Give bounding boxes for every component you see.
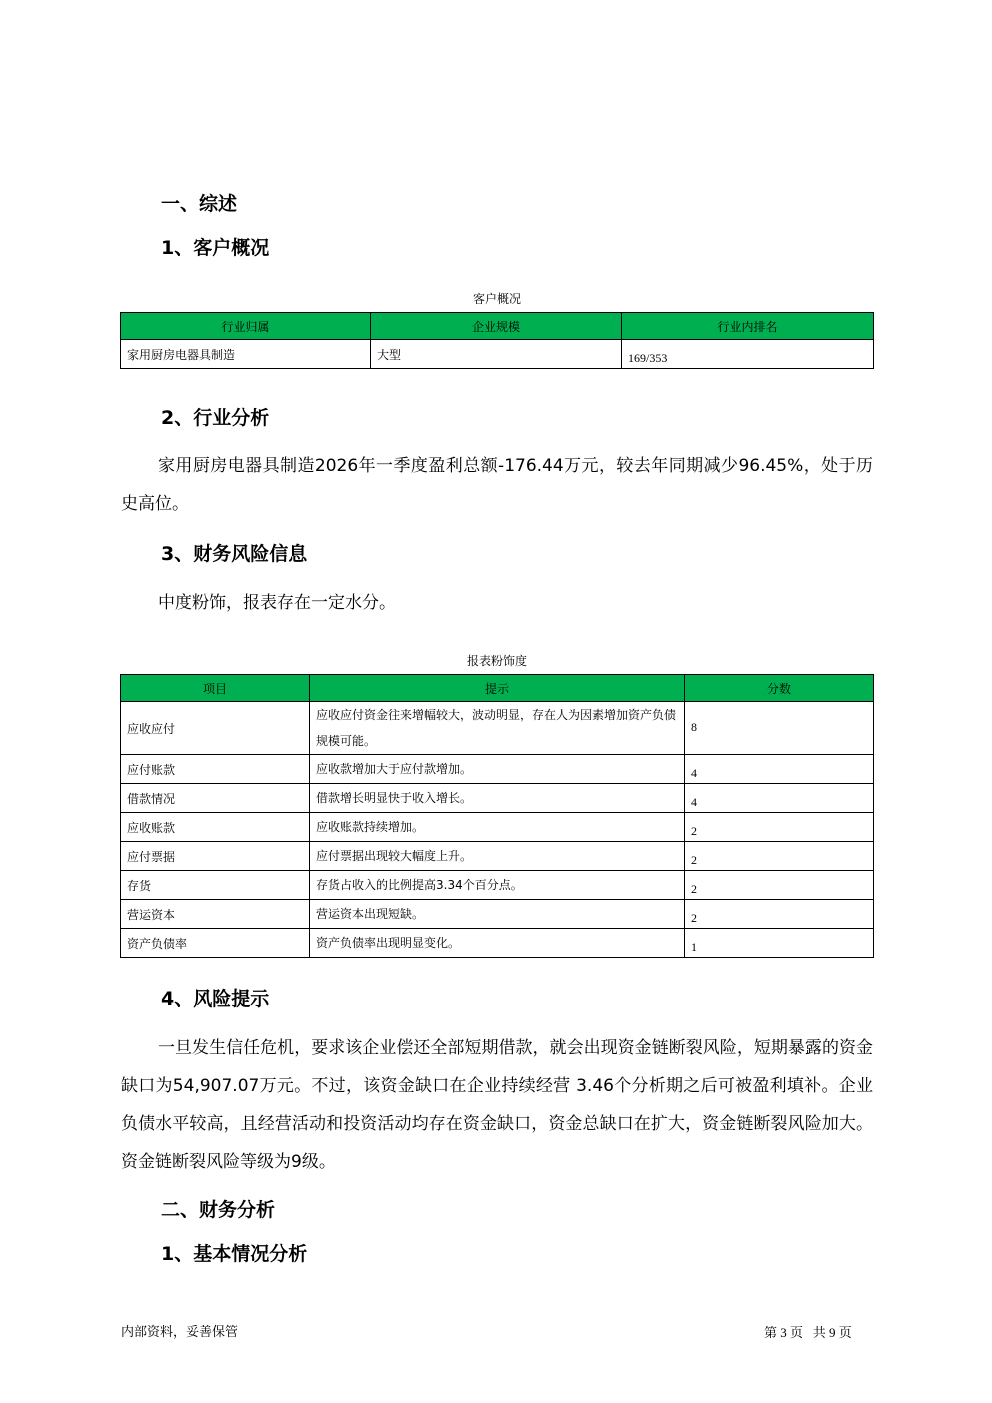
cell-tip: 应收应付资金往来增幅较大，波动明显，存在人为因素增加资产负债规模可能。 (310, 702, 685, 755)
cell-item: 营运资本 (121, 900, 310, 929)
cell-tip: 资产负债率出现明显变化。 (310, 929, 685, 958)
cell-score: 2 (685, 900, 874, 929)
header-score: 分数 (685, 675, 874, 702)
industry-analysis-heading: 2、行业分析 (161, 407, 270, 429)
cell-score: 2 (685, 813, 874, 842)
cell-tip: 借款增长明显快于收入增长。 (310, 784, 685, 813)
cell-item: 资产负债率 (121, 929, 310, 958)
cell-item: 存货 (121, 871, 310, 900)
cell-scale: 大型 (371, 340, 622, 369)
cell-item: 应付票据 (121, 842, 310, 871)
table-row (121, 871, 874, 900)
table-row (121, 702, 874, 755)
financial-risk-heading: 3、财务风险信息 (161, 543, 308, 565)
risk-warning-text: 一旦发生信任危机，要求该企业偿还全部短期借款，就会出现资金链断裂风险，短期暴露的资金缺口为54,907.07万元。不过，该资金缺口在企业持续经营 3.46个分析期之后可被盈利填补。企业负债水平较高，且经营活动和投资活动均存在资金缺口，资金总缺口在扩大，资金链断裂风险加大。资金链断裂风险等级为9级。 (121, 1038, 873, 1172)
cell-item: 应收应付 (121, 702, 310, 755)
table-row (121, 900, 874, 929)
cell-score: 2 (685, 871, 874, 900)
cell-item: 应收账款 (121, 813, 310, 842)
risk-warning-heading: 4、风险提示 (161, 988, 270, 1010)
customer-overview-table (120, 312, 874, 369)
customer-overview-heading: 1、客户概况 (161, 237, 270, 259)
customer-table-caption: 客户概况 (472, 292, 521, 306)
basic-analysis-heading: 1、基本情况分析 (161, 1243, 308, 1265)
table-row (121, 755, 874, 784)
cell-item: 借款情况 (121, 784, 310, 813)
cell-tip: 存货占收入的比例提高3.34个百分点。 (310, 871, 685, 900)
header-scale: 企业规模 (371, 313, 622, 340)
cell-tip: 应收账款持续增加。 (310, 813, 685, 842)
cell-tip: 应收款增加大于应付款增加。 (310, 755, 685, 784)
whitewash-table-caption: 报表粉饰度 (466, 654, 527, 668)
table-row (121, 842, 874, 871)
cell-score: 4 (685, 784, 874, 813)
footer-confidential-note: 内部资料，妥善保管 (121, 1325, 239, 1340)
cell-tip: 营运资本出现短缺。 (310, 900, 685, 929)
table-row (121, 813, 874, 842)
header-item: 项目 (121, 675, 310, 702)
table-row (121, 929, 874, 958)
table-row (121, 340, 874, 369)
cell-score: 2 (685, 842, 874, 871)
financial-risk-text: 中度粉饰，报表存在一定水分。 (158, 593, 396, 613)
cell-rank: 169/353 (622, 340, 874, 369)
cell-industry: 家用厨房电器具制造 (121, 340, 371, 369)
cell-item: 应付账款 (121, 755, 310, 784)
whitewash-table (120, 674, 874, 958)
header-rank: 行业内排名 (622, 313, 874, 340)
header-tip: 提示 (310, 675, 685, 702)
table-header-row (121, 675, 874, 702)
financial-analysis-heading: 二、财务分析 (161, 1199, 276, 1221)
section-overview-heading: 一、综述 (161, 193, 238, 215)
table-header-row (121, 313, 874, 340)
cell-score: 1 (685, 929, 874, 958)
industry-analysis-text: 家用厨房电器具制造2026年一季度盈利总额-176.44万元，较去年同期减少96.45%，处于历史高位。 (121, 456, 873, 514)
cell-score: 8 (685, 702, 874, 755)
footer-page-number: 第 3 页 共 9 页 (764, 1325, 852, 1340)
header-industry: 行业归属 (121, 313, 371, 340)
cell-tip: 应付票据出现较大幅度上升。 (310, 842, 685, 871)
cell-score: 4 (685, 755, 874, 784)
table-row (121, 784, 874, 813)
